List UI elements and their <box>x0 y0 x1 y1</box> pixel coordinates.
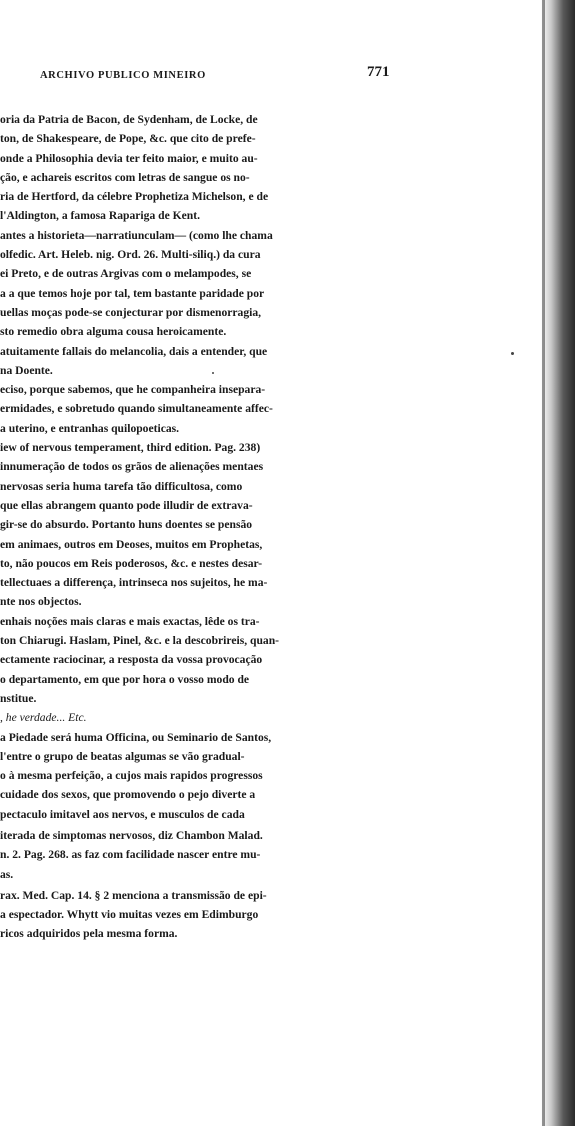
text-line: onde a Philosophia devia ter feito maior, e muito au- <box>0 151 258 165</box>
text-line: , he verdade... Etc. <box>0 711 87 725</box>
text-line: n. 2. Pag. 268. as faz com facilidade nascer entre mu- <box>0 848 261 862</box>
text-line: eciso, porque sabemos, que he companheira insepara- <box>0 383 266 397</box>
text-line: ria de Hertford, da célebre Prophetiza Michelson, e de <box>0 190 269 204</box>
text-line: l'Aldington, a famosa Rapariga de Kent. <box>0 209 201 223</box>
page-gutter-edge <box>542 0 545 1126</box>
text-line: ção, e achareis escritos com letras de sangue os no- <box>0 170 250 184</box>
text-line: tellectuaes a differença, intrinseca nos sujeitos, he ma- <box>0 576 268 590</box>
text-line: uellas moças pode-se conjecturar por dismenorragia, <box>0 305 262 319</box>
text-line: ei Preto, e de outras Argivas com o melampodes, se <box>0 267 252 281</box>
text-line: ermidades, e sobretudo quando simultaneamente affec- <box>0 402 273 416</box>
running-head: ARCHIVO PUBLICO MINEIRO <box>40 70 206 81</box>
text-line: a uterino, e entranhas quilopoeticas. <box>0 421 180 435</box>
text-line: nervosas seria huma tarefa tão difficultosa, como <box>0 479 243 493</box>
page-number: 771 <box>367 64 390 80</box>
text-line: nte nos objectos. <box>0 595 82 609</box>
text-line: oria da Patria de Bacon, de Sydenham, de Locke, de <box>0 113 258 126</box>
text-line: o departamento, em que por hora o vosso modo de <box>0 672 250 686</box>
text-line: as. <box>0 867 14 881</box>
text-line: em animaes, outros em Deoses, muitos em Prophetas, <box>0 537 263 551</box>
text-line: rax. Med. Cap. 14. § 2 menciona a transmissão de epi- <box>0 888 267 902</box>
text-line: pectaculo imitavel aos nervos, e musculos de cada <box>0 807 245 821</box>
page-gutter-shadow <box>541 0 575 1126</box>
text-line: gir-se do absurdo. Portanto huns doentes se pensão <box>0 518 253 532</box>
text-line: nstitue. <box>0 691 37 705</box>
text-line: to, não poucos em Reis poderosos, &c. e nestes desar- <box>0 556 263 570</box>
text-line: sto remedio obra alguma cousa heroicamente. <box>0 325 227 339</box>
text-line: cuidade dos sexos, que promovendo o pejo diverte a <box>0 788 256 802</box>
text-line: o à mesma perfeição, a cujos mais rapidos progressos <box>0 769 263 783</box>
body-text <box>0 110 396 944</box>
text-line: enhais noções mais claras e mais exactas, lêde os tra- <box>0 614 260 628</box>
text-line: atuitamente fallais do melancolia, dais a entender, que <box>0 344 268 358</box>
text-line: ectamente raciocinar, a resposta da vossa provocação <box>0 653 263 667</box>
text-line: iew of nervous temperament, third edition. Pag. 238) <box>0 441 261 455</box>
text-line: antes a historieta—narratiunculam— (como lhe chama <box>0 228 273 242</box>
text-line: na Doente. <box>0 363 53 377</box>
text-line: a espectador. Whytt vio muitas vezes em Edimburgo <box>0 908 259 922</box>
text-line: a a que temos hoje por tal, tem bastante paridade por <box>0 286 265 300</box>
text-line: ricos adquiridos pela mesma forma. <box>0 927 178 941</box>
text-line: ton Chiarugi. Haslam, Pinel, &c. e la descobrireis, quan- <box>0 634 280 648</box>
text-line: iterada de simptomas nervosos, diz Chambon Malad. <box>0 828 263 842</box>
text-line: a Piedade será huma Officina, ou Seminario de Santos, <box>0 730 272 744</box>
text-line: innumeração de todos os grãos de alienações mentaes <box>0 460 264 474</box>
stray-mark <box>511 352 514 355</box>
text-line: l'entre o grupo de beatas algumas se vão gradual- <box>0 749 245 763</box>
text-line: olfedic. Art. Heleb. nig. Ord. 26. Multi-siliq.) da cura <box>0 248 261 262</box>
page-header <box>0 64 395 86</box>
stray-mark <box>212 372 214 374</box>
text-line: que ellas abrangem quanto pode illudir de extrava- <box>0 498 253 512</box>
text-line: ton, de Shakespeare, de Pope, &c. que cito de prefe- <box>0 132 256 146</box>
